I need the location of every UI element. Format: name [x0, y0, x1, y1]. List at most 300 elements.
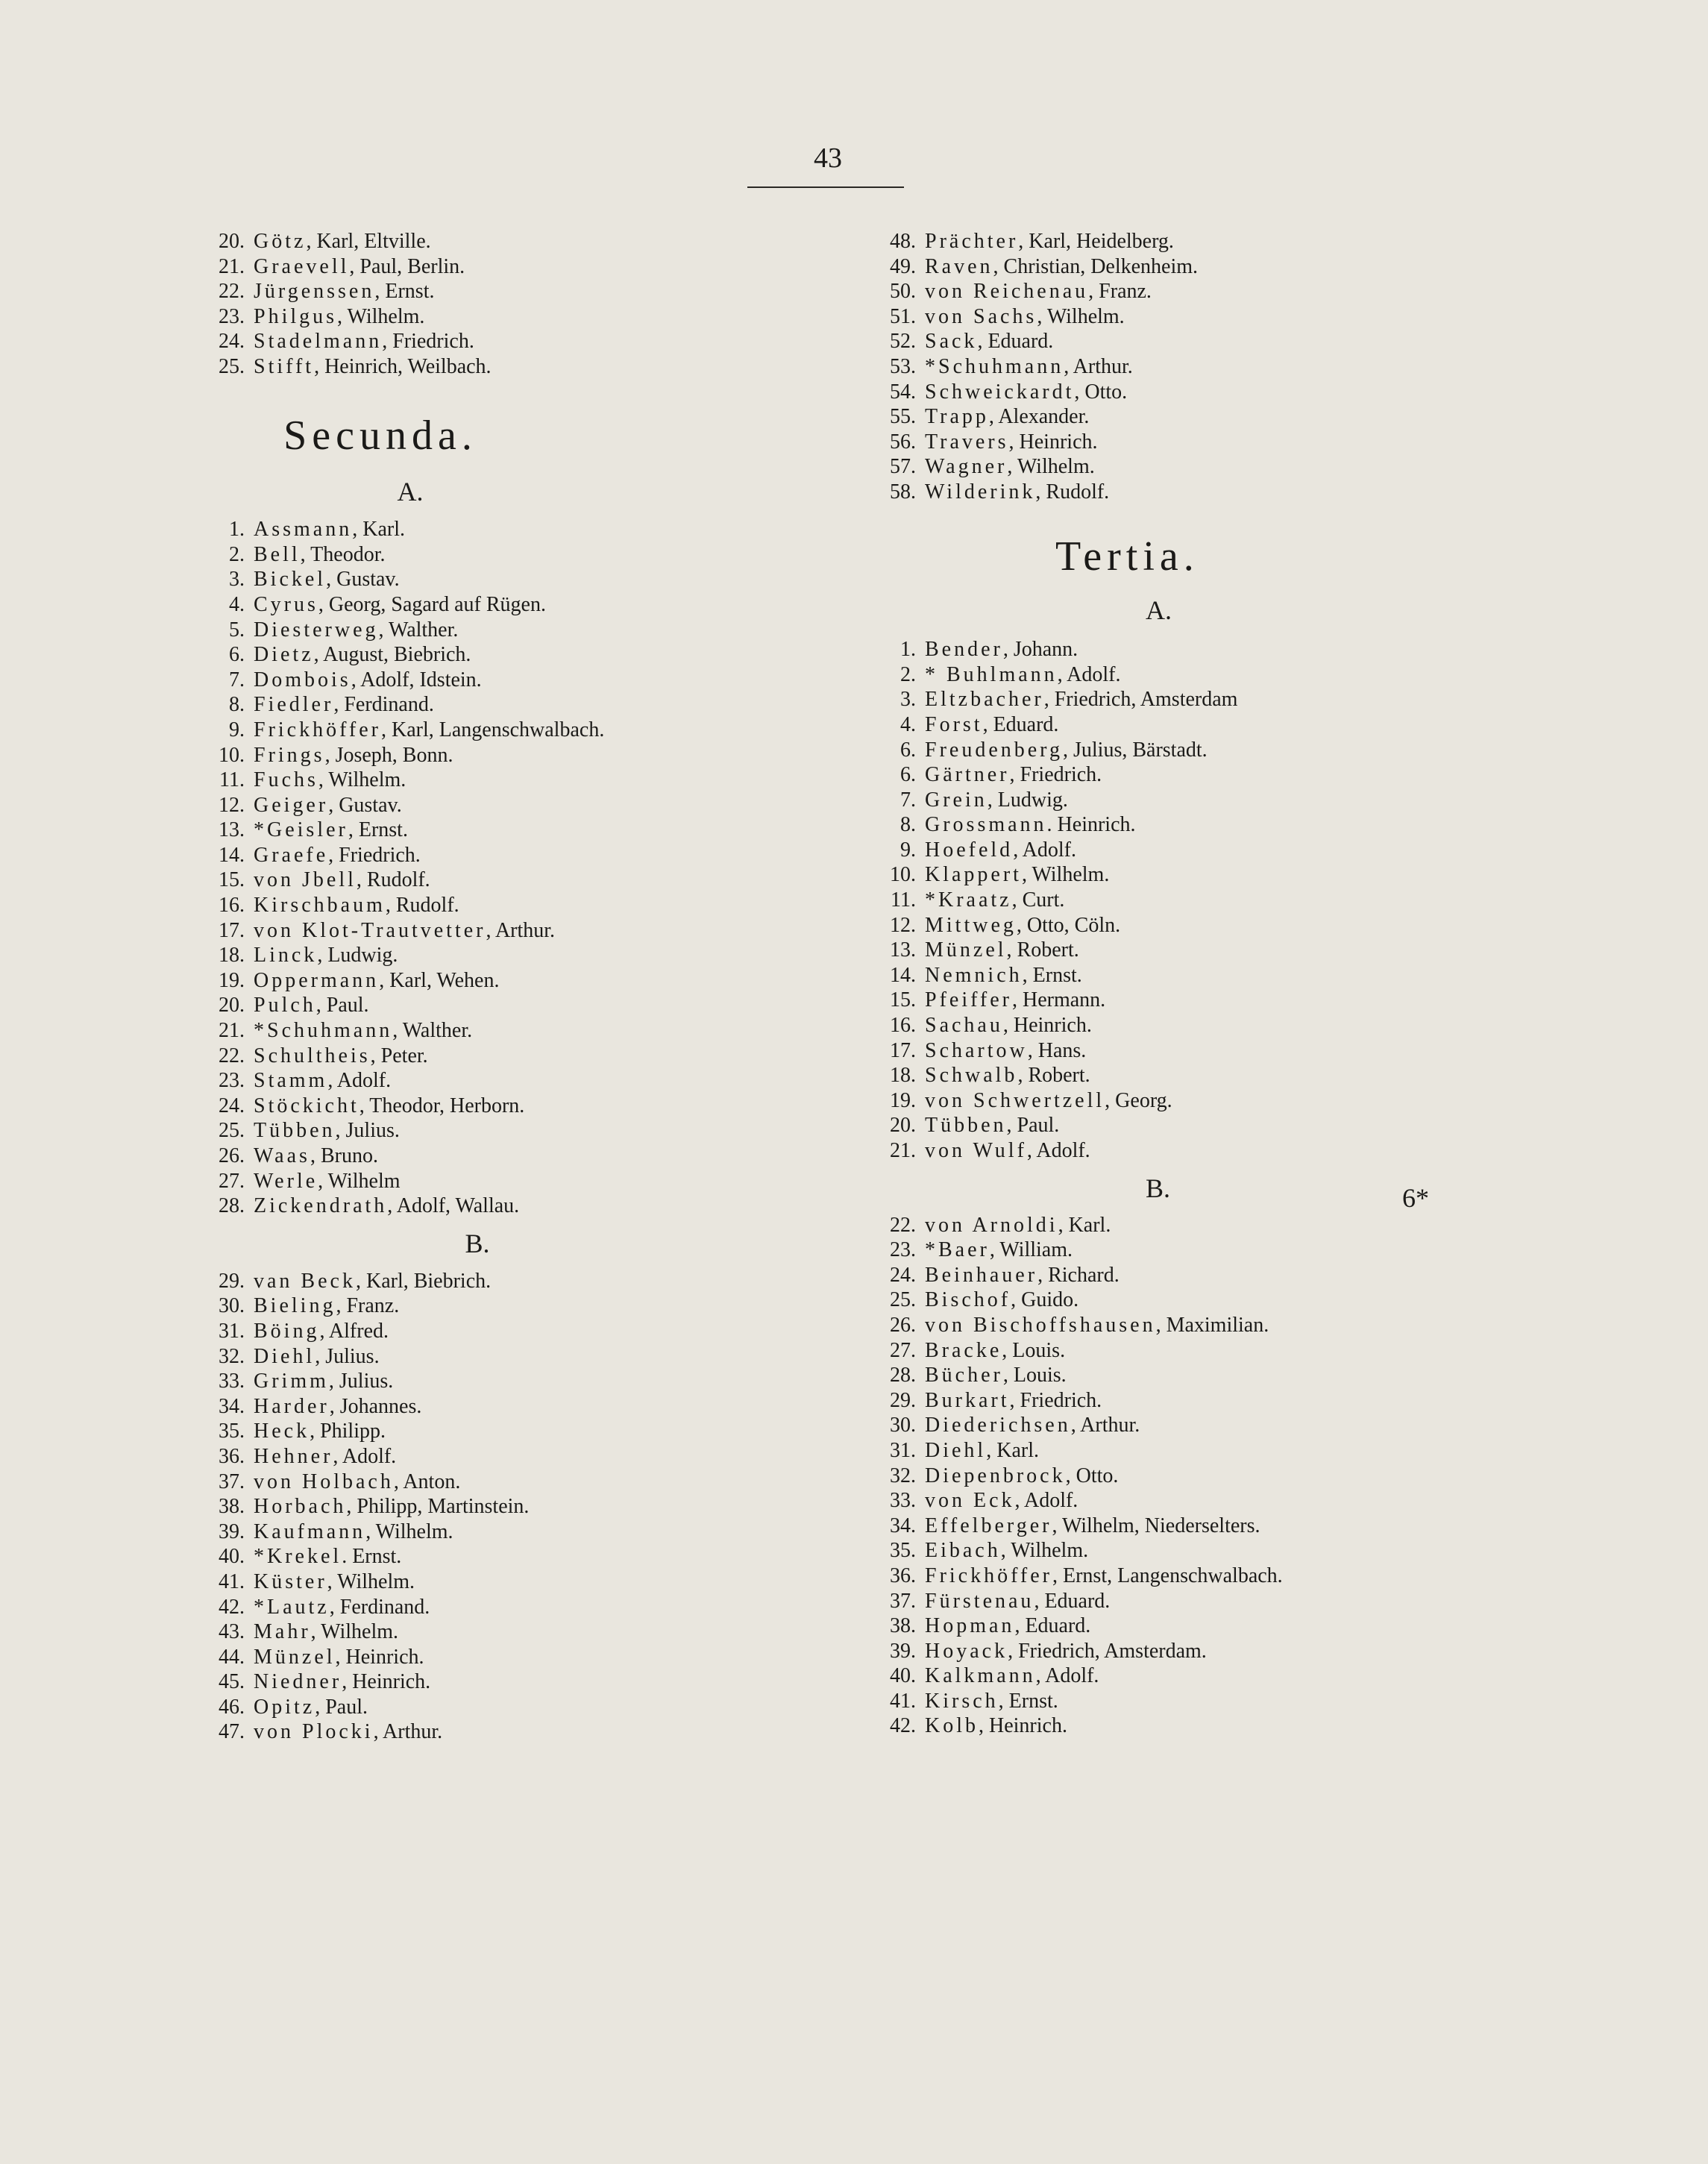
given-names: , Maximilian. — [1155, 1313, 1269, 1337]
secunda-b-list — [186, 1269, 858, 1745]
given-names: , Julius. — [328, 1370, 394, 1393]
list-entry — [858, 938, 1514, 963]
entry-text — [245, 1144, 378, 1169]
list-entry — [186, 279, 858, 304]
surname: Travers — [925, 430, 1009, 454]
entry-text — [916, 1413, 1140, 1438]
list-entry — [858, 838, 1514, 863]
entry-number: 13. — [890, 938, 916, 962]
surname: Effelberger — [925, 1514, 1052, 1537]
entry-number: 25. — [219, 354, 245, 378]
secunda-a-heading: A. — [397, 477, 424, 507]
list-entry — [186, 1645, 858, 1670]
surname: Bischof — [925, 1288, 1011, 1312]
entry-text — [916, 1589, 1110, 1614]
surname: Niedner — [254, 1670, 342, 1694]
list-entry — [858, 788, 1514, 813]
header-rule — [747, 186, 904, 188]
list-entry — [858, 1564, 1514, 1589]
entry-text — [245, 1669, 430, 1695]
list-entry — [858, 988, 1514, 1013]
given-names: , Wilhelm. — [318, 768, 406, 792]
given-names: , Paul. — [315, 1695, 368, 1719]
list-entry — [186, 1369, 858, 1394]
entry-text — [916, 1488, 1078, 1514]
surname: Prächter — [925, 230, 1019, 253]
surname: von Eck — [925, 1489, 1015, 1513]
list-entry — [858, 762, 1514, 788]
entry-text — [245, 1044, 428, 1069]
given-names: , Adolf. — [333, 1444, 397, 1468]
list-entry — [186, 1094, 858, 1119]
list-entry — [186, 1293, 858, 1319]
list-entry — [858, 1363, 1514, 1388]
surname: Frickhöffer — [925, 1564, 1052, 1587]
entry-number: 55. — [890, 405, 916, 429]
surname: Münzel — [254, 1645, 336, 1669]
given-names: , Eduard. — [982, 712, 1059, 736]
list-entry — [858, 229, 1514, 254]
given-names: , Alexander. — [988, 405, 1090, 429]
entry-text — [916, 1313, 1269, 1338]
entry-text — [245, 618, 458, 643]
entry-number: 28. — [219, 1194, 245, 1218]
entry-text — [916, 480, 1109, 505]
given-names: , Ernst. — [998, 1689, 1058, 1713]
entry-number: 38. — [890, 1614, 916, 1638]
entry-text — [245, 668, 482, 693]
entry-number: 37. — [219, 1470, 245, 1493]
list-entry — [186, 1719, 858, 1745]
surname: Grein — [925, 788, 988, 812]
given-names: , Georg, Sagard auf Rügen. — [318, 592, 546, 616]
given-names: , Eduard. — [1014, 1614, 1091, 1638]
given-names: , Franz. — [336, 1294, 400, 1318]
list-entry — [186, 1519, 858, 1545]
entry-number: 41. — [219, 1569, 245, 1593]
surname: Hoyack — [925, 1639, 1008, 1663]
list-entry — [858, 862, 1514, 888]
entry-text — [245, 1118, 400, 1144]
given-names: , Wilhelm. — [365, 1519, 453, 1543]
entry-text — [916, 1663, 1099, 1689]
entry-text — [245, 692, 434, 718]
surname: Götz — [254, 230, 307, 253]
list-entry — [858, 329, 1514, 354]
entry-text — [916, 380, 1127, 405]
entry-text — [916, 963, 1082, 988]
entry-text — [916, 1438, 1039, 1464]
list-entry — [858, 1713, 1514, 1739]
surname: Hopman — [925, 1614, 1015, 1638]
entry-number: 38. — [219, 1495, 245, 1519]
entry-text — [916, 1038, 1086, 1064]
surname: Graevell — [254, 254, 350, 278]
list-entry — [186, 1419, 858, 1444]
given-names: , Ernst. — [1022, 963, 1082, 987]
entry-number: 16. — [219, 894, 245, 918]
entry-text — [245, 1293, 399, 1319]
entry-number: 10. — [219, 743, 245, 767]
given-names: , Friedrich. — [1009, 1388, 1102, 1412]
surname: Küster — [254, 1569, 327, 1593]
entry-text — [245, 993, 369, 1018]
given-names: , Hermann. — [1012, 988, 1106, 1012]
list-entry — [858, 1038, 1514, 1064]
spacer — [858, 505, 1514, 530]
entry-text — [245, 1194, 519, 1219]
entry-number: 48. — [890, 230, 916, 253]
surname: Dietz — [254, 643, 314, 667]
surname: Grossmann — [925, 813, 1047, 837]
given-names: , Otto, Cöln. — [1016, 913, 1121, 937]
entry-number: 39. — [890, 1639, 916, 1663]
entry-number: 2. — [229, 542, 245, 566]
surname: Nemnich — [925, 963, 1023, 987]
entry-number: 5. — [229, 618, 245, 642]
entry-text — [245, 743, 453, 768]
left-top-list — [186, 229, 858, 380]
entry-text — [245, 279, 434, 304]
given-names: , Guido. — [1011, 1288, 1079, 1312]
surname: Freudenberg — [925, 738, 1063, 762]
surname: van Beck — [254, 1269, 356, 1293]
given-names: . Ernst. — [342, 1545, 402, 1569]
given-names: , Theodor, Herborn. — [359, 1094, 525, 1117]
surname: Harder — [254, 1394, 330, 1418]
surname: Geiger — [254, 793, 329, 817]
entry-text — [245, 229, 431, 254]
entry-text — [916, 1639, 1207, 1664]
entry-text — [916, 404, 1089, 430]
surname: Fürstenau — [925, 1589, 1034, 1613]
entry-text — [916, 354, 1133, 380]
entry-number: 3. — [900, 688, 916, 712]
entry-text — [245, 1719, 442, 1745]
entry-text — [916, 913, 1120, 938]
entry-text — [245, 893, 459, 918]
given-names: , Louis. — [1002, 1338, 1066, 1362]
given-names: , Eduard. — [977, 330, 1054, 354]
entry-number: 4. — [900, 712, 916, 736]
surname: Schweickardt — [925, 380, 1075, 404]
surname: Wagner — [925, 455, 1008, 479]
list-entry — [186, 1194, 858, 1219]
surname: Fiedler — [254, 693, 334, 717]
given-names: , Wilhelm — [318, 1169, 401, 1193]
given-names: , Walther. — [392, 1019, 473, 1043]
given-names: , Joseph, Bonn. — [324, 743, 453, 767]
surname: Kirschbaum — [254, 894, 386, 918]
given-names: , Heinrich. — [1002, 1014, 1092, 1038]
list-entry — [186, 1044, 858, 1069]
entry-text — [245, 1569, 415, 1595]
entry-number: 42. — [890, 1714, 916, 1738]
entry-number: 37. — [890, 1589, 916, 1613]
given-names: , Richard. — [1037, 1263, 1120, 1287]
entry-text — [245, 1695, 368, 1720]
list-entry — [186, 567, 858, 592]
given-names: , Karl. — [986, 1438, 1039, 1462]
list-entry — [858, 1288, 1514, 1313]
entry-number: 20. — [219, 994, 245, 1017]
given-names: , Louis. — [1002, 1364, 1067, 1387]
entry-text — [245, 1595, 430, 1620]
entry-number: 17. — [219, 918, 245, 942]
entry-text — [916, 1113, 1059, 1138]
list-entry — [858, 1013, 1514, 1038]
entry-text — [245, 517, 405, 542]
entry-text — [916, 1088, 1172, 1114]
entry-number: 6. — [229, 643, 245, 667]
entry-text — [916, 454, 1095, 480]
entry-text — [916, 254, 1198, 280]
surname: Pfeiffer — [925, 988, 1012, 1012]
list-entry — [186, 1018, 858, 1044]
list-entry — [858, 1263, 1514, 1288]
given-names: , Johann. — [1002, 638, 1079, 662]
given-names: , Robert. — [1017, 1064, 1090, 1088]
entry-number: 57. — [890, 455, 916, 479]
surname: *Baer — [925, 1238, 990, 1262]
given-names: , Ferdinand. — [333, 693, 434, 717]
entry-text — [916, 1363, 1067, 1388]
entry-number: 11. — [891, 888, 916, 912]
entry-text — [916, 712, 1058, 738]
surname: von Wulf — [925, 1139, 1027, 1162]
given-names: , William. — [989, 1238, 1073, 1262]
list-entry — [186, 893, 858, 918]
entry-number: 56. — [890, 430, 916, 454]
surname: Mittweg — [925, 913, 1017, 937]
entry-text — [245, 818, 408, 843]
list-entry — [858, 1063, 1514, 1088]
entry-number: 53. — [890, 354, 916, 378]
surname: Sack — [925, 330, 978, 354]
surname: Kirsch — [925, 1689, 999, 1713]
entry-text — [916, 888, 1064, 913]
entry-text — [916, 762, 1102, 788]
given-names: , Gustav. — [326, 568, 400, 592]
entry-number: 33. — [219, 1370, 245, 1393]
surname: Forst — [925, 712, 983, 736]
surname: Burkart — [925, 1388, 1010, 1412]
list-entry — [858, 1138, 1514, 1164]
list-entry — [186, 1068, 858, 1094]
entry-text — [245, 968, 499, 994]
list-entry — [186, 668, 858, 693]
entry-text — [245, 592, 546, 618]
list-entry — [186, 943, 858, 968]
list-entry — [858, 1464, 1514, 1489]
list-entry — [858, 888, 1514, 913]
surname: Diederichsen — [925, 1414, 1071, 1437]
list-entry — [858, 1238, 1514, 1263]
given-names: , Wilhelm. — [1037, 304, 1125, 328]
entry-text — [245, 768, 406, 793]
entry-text — [916, 1388, 1102, 1414]
entry-number: 13. — [219, 818, 245, 842]
list-entry — [858, 1413, 1514, 1438]
entry-text — [916, 687, 1237, 712]
given-names: , Christian, Delkenheim. — [993, 254, 1199, 278]
list-entry — [858, 454, 1514, 480]
entry-number: 16. — [890, 1014, 916, 1038]
list-entry — [186, 1494, 858, 1519]
given-names: , Philipp, Martinstein. — [346, 1495, 530, 1519]
given-names: , Arthur. — [373, 1720, 443, 1744]
entry-text — [245, 718, 604, 743]
entry-number: 29. — [890, 1388, 916, 1412]
list-entry — [186, 1619, 858, 1645]
list-entry — [186, 1269, 858, 1294]
list-entry — [858, 687, 1514, 712]
entry-text — [916, 1213, 1111, 1238]
surname: Kolb — [925, 1714, 979, 1738]
surname: Stamm — [254, 1069, 328, 1093]
list-entry — [858, 812, 1514, 838]
right-column — [858, 229, 1514, 1739]
surname: von Klot-Trautvetter — [254, 918, 486, 942]
entry-text — [245, 1444, 396, 1470]
tertia-heading: Tertia. — [1055, 533, 1199, 580]
list-entry — [186, 793, 858, 818]
given-names: , Karl, Heidelberg. — [1018, 230, 1174, 253]
surname: Wilderink — [925, 480, 1036, 504]
list-entry — [858, 304, 1514, 330]
given-names: , Heinrich. — [335, 1645, 424, 1669]
surname: Münzel — [925, 938, 1007, 962]
given-names: , Rudolf. — [385, 894, 459, 918]
entry-text — [245, 304, 424, 330]
surname: Horbach — [254, 1495, 347, 1519]
entry-number: 42. — [219, 1595, 245, 1619]
given-names: , Wilhelm. — [1021, 863, 1110, 887]
given-names: , Otto. — [1065, 1464, 1119, 1487]
entry-number: 58. — [890, 480, 916, 504]
list-entry — [186, 1144, 858, 1169]
surname: Grimm — [254, 1370, 329, 1393]
given-names: , Otto. — [1074, 380, 1128, 404]
given-names: , Eduard. — [1034, 1589, 1111, 1613]
given-names: , Paul, Berlin. — [349, 254, 465, 278]
entry-number: 18. — [219, 944, 245, 967]
given-names: , Ferdinand. — [329, 1595, 430, 1619]
entry-number: 20. — [890, 1114, 916, 1138]
list-entry — [858, 354, 1514, 380]
tertia-a-heading: A. — [1146, 595, 1172, 626]
entry-number: 34. — [219, 1394, 245, 1418]
given-names: , Ernst. — [374, 280, 435, 304]
entry-text — [916, 1538, 1088, 1564]
given-names: , Friedrich. — [382, 330, 474, 354]
entry-number: 31. — [890, 1438, 916, 1462]
list-entry — [186, 968, 858, 994]
entry-number: 24. — [219, 1094, 245, 1117]
surname: Hehner — [254, 1444, 333, 1468]
entry-number: 25. — [890, 1288, 916, 1312]
entry-number: 28. — [890, 1364, 916, 1387]
entry-text — [916, 1263, 1120, 1288]
entry-number: 10. — [890, 863, 916, 887]
list-entry — [858, 430, 1514, 455]
surname: Tübben — [254, 1119, 336, 1143]
entry-number: 29. — [219, 1269, 245, 1293]
list-entry — [858, 1689, 1514, 1714]
surname: Stöckicht — [254, 1094, 360, 1117]
given-names: , Karl, Biebrich. — [355, 1269, 492, 1293]
given-names: , Walther. — [378, 618, 459, 642]
list-entry — [186, 229, 858, 254]
list-entry — [186, 1118, 858, 1144]
given-names: , Bruno. — [310, 1144, 378, 1167]
entry-text — [916, 862, 1109, 888]
list-entry — [186, 1544, 858, 1569]
list-entry — [186, 868, 858, 893]
surname: von Reichenau — [925, 280, 1089, 304]
given-names: , Ernst, Langenschwalbach. — [1052, 1564, 1283, 1587]
entry-number: 4. — [229, 592, 245, 616]
list-entry — [858, 380, 1514, 405]
list-entry — [858, 712, 1514, 738]
entry-number: 21. — [890, 1139, 916, 1162]
entry-number: 22. — [219, 1044, 245, 1067]
list-entry — [858, 662, 1514, 688]
entry-text — [916, 279, 1152, 304]
list-entry — [858, 279, 1514, 304]
entry-text — [245, 1369, 393, 1394]
entry-text — [916, 430, 1098, 455]
list-entry — [186, 1444, 858, 1470]
surname: Graefe — [254, 843, 329, 867]
surname: Bracke — [925, 1338, 1002, 1362]
entry-number: 17. — [890, 1038, 916, 1062]
surname: Tübben — [925, 1114, 1007, 1138]
list-entry — [186, 918, 858, 944]
surname: *Geisler — [254, 818, 348, 842]
entry-number: 54. — [890, 380, 916, 404]
list-entry — [186, 1595, 858, 1620]
entry-number: 1. — [229, 518, 245, 542]
entry-text — [916, 938, 1079, 963]
entry-number: 36. — [219, 1444, 245, 1468]
entry-text — [245, 542, 385, 568]
given-names: , Ludwig. — [317, 944, 398, 967]
entry-text — [245, 843, 421, 868]
entry-text — [245, 1068, 391, 1094]
entry-number: 30. — [890, 1414, 916, 1437]
entry-number: 21. — [219, 254, 245, 278]
given-names: , Rudolf. — [356, 868, 430, 892]
left-column — [186, 229, 858, 1745]
surname: *Schuhmann — [925, 354, 1064, 378]
surname: Philgus — [254, 304, 338, 328]
entry-number: 12. — [890, 913, 916, 937]
surname: Bickel — [254, 568, 327, 592]
entry-text — [245, 868, 430, 893]
entry-number: 27. — [219, 1169, 245, 1193]
surname: Assmann — [254, 518, 353, 542]
entry-number: 46. — [219, 1695, 245, 1719]
entry-text — [916, 1464, 1118, 1489]
entry-text — [245, 567, 400, 592]
entry-text — [245, 793, 402, 818]
given-names: , Wilhelm. — [1007, 455, 1095, 479]
entry-number: 19. — [219, 968, 245, 992]
list-entry — [186, 618, 858, 643]
list-entry — [186, 1470, 858, 1495]
given-names: , Ernst. — [348, 818, 408, 842]
